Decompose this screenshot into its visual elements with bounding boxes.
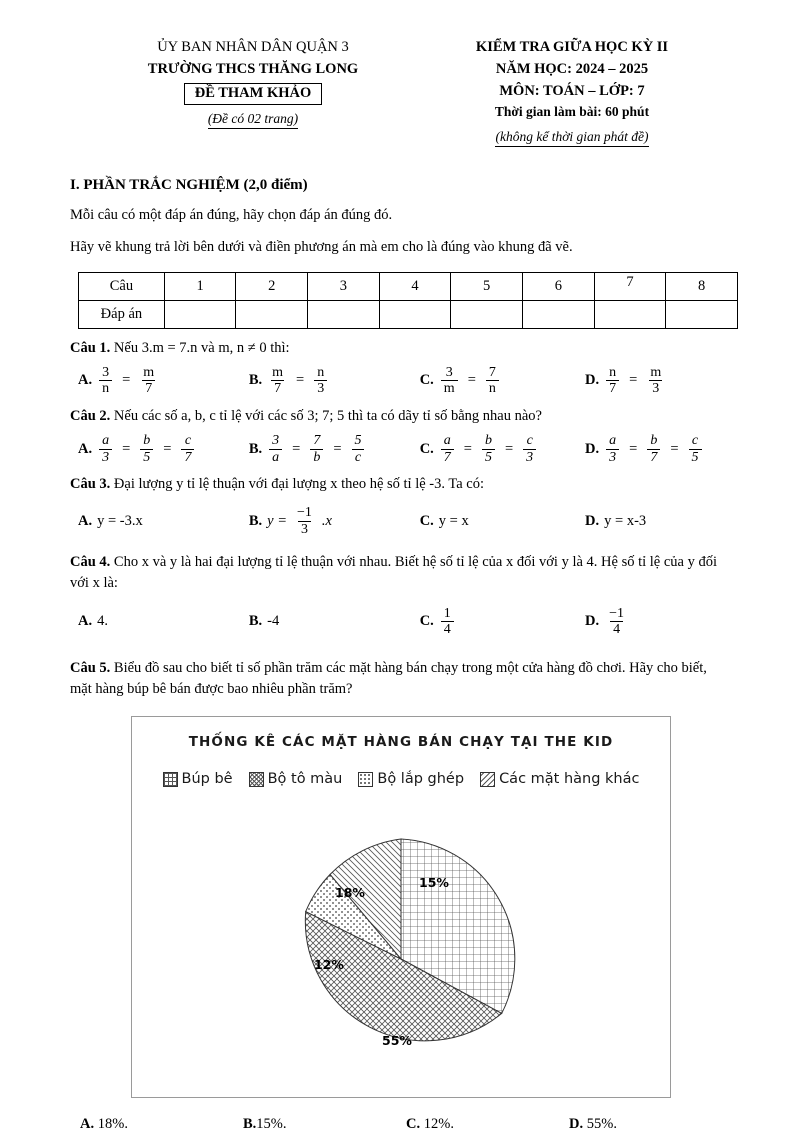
q3-choice-a-text: y = -3.x xyxy=(97,513,143,530)
q5-choice-b-text: 15%. xyxy=(256,1116,287,1133)
answer-grid-row-label: Câu xyxy=(79,272,165,300)
legend-item-0 xyxy=(163,771,233,787)
q5-choice-a-label: A. xyxy=(80,1116,95,1133)
q5-choice-b[interactable] xyxy=(243,1116,406,1133)
q2-choice-a[interactable]: A. $\frac{a}{3}$ = $\frac{b}{5}$ = $\frac{c}{7}$ xyxy=(70,433,249,465)
duration: Thời gian làm bài: 60 phút xyxy=(494,104,650,120)
answer-grid-row-label-2: Đáp án xyxy=(79,300,165,328)
q4-choice-b-text: -4 xyxy=(267,613,280,630)
q4-choice-d[interactable]: D. $\frac{-1}{4}$ xyxy=(585,605,625,638)
header-left-block xyxy=(70,36,408,129)
q2-choice-d-label: D. xyxy=(585,440,600,457)
pie-label-0: 15% xyxy=(419,875,449,891)
question-3-text: Đại lượng y tỉ lệ thuận với đại lượng x theo hệ số tỉ lệ -3. Ta có: xyxy=(113,476,484,493)
q5-choice-d-label: D. xyxy=(569,1116,584,1133)
legend-label-3: Các mặt hàng khác xyxy=(499,771,640,788)
question-4-number: Câu 4. xyxy=(70,553,111,570)
q2-choice-c[interactable]: C. $\frac{a}{7}$ = $\frac{b}{5}$ = $\frac{c}{3}$ xyxy=(420,433,585,465)
document-header xyxy=(70,36,732,147)
question-4-choices xyxy=(70,606,732,638)
answer-grid-col-2: 2 xyxy=(236,272,308,300)
q3-choice-b[interactable]: B. y = $\frac{-1}{3}$ .x xyxy=(248,505,332,538)
q1-choice-a-frac1: $\frac{3}{n}$ xyxy=(99,365,112,397)
q1-choice-b[interactable]: B. $\frac{m}{7}$ = $\frac{n}{3}$ xyxy=(249,365,420,397)
section-title: I. PHẦN TRẮC NGHIỆM (2,0 điểm) xyxy=(70,176,308,193)
question-1-choices xyxy=(70,365,732,397)
school-name: TRƯỜNG THCS THĂNG LONG xyxy=(147,61,359,78)
question-2-choices xyxy=(70,433,732,465)
q5-choice-c-text: 12%. xyxy=(423,1116,454,1133)
q1-choice-d-label: D. xyxy=(585,372,600,389)
question-1-text: Nếu 3.m = 7.n và m, n ≠ 0 thì: xyxy=(113,339,290,356)
question-1 xyxy=(70,338,732,359)
pie-chart xyxy=(131,716,671,1098)
question-3 xyxy=(70,474,732,495)
chart-title: THỐNG KÊ CÁC MẶT HÀNG BÁN CHẠY TẠI THE KID xyxy=(188,734,614,751)
q5-choice-d[interactable] xyxy=(569,1116,732,1133)
q5-choice-c-label: C. xyxy=(406,1116,421,1133)
answer-grid-col-6: 6 xyxy=(523,272,595,300)
answer-grid-col-5: 5 xyxy=(451,272,523,300)
pie-label-1: 55% xyxy=(382,1033,412,1049)
legend-swatch-icon-3 xyxy=(480,772,495,787)
question-1-number: Câu 1. xyxy=(70,339,111,356)
q3-choice-d[interactable] xyxy=(585,513,732,530)
q3-choice-d-label: D. xyxy=(585,513,600,530)
exam-type-box-wrap xyxy=(98,80,408,105)
answer-grid-col-7: 7 xyxy=(594,272,666,300)
q4-choice-b[interactable] xyxy=(249,613,420,630)
q1-choice-d[interactable]: D. $\frac{n}{7}$ = $\frac{m}{3}$ xyxy=(585,364,662,397)
question-2-text: Nếu các số a, b, c tỉ lệ với các số 3; 7; 5 thì ta có dãy tỉ số bằng nhau nào? xyxy=(113,408,542,424)
answer-cell-2[interactable] xyxy=(236,300,308,328)
legend-swatch-icon-0 xyxy=(163,772,178,787)
question-5 xyxy=(70,658,732,700)
answer-cell-4[interactable] xyxy=(379,300,451,328)
header-right-block xyxy=(412,36,732,147)
q3-choice-c-label: C. xyxy=(419,513,434,530)
q1-choice-c[interactable]: C. $\frac{3}{m}$ = $\frac{7}{n}$ xyxy=(420,365,585,397)
q1-choice-a-label: A. xyxy=(78,372,93,389)
question-5-text: Biểu đồ sau cho biết tỉ số phần trăm các mặt hàng bán chạy trong một cửa hàng đồ chơi. Hãy cho biết, mặt hàng búp bê bán được bao nhiêu phần trăm? xyxy=(70,660,707,698)
answer-grid-col-1: 1 xyxy=(164,272,236,300)
q2-choice-a-label: A. xyxy=(78,440,93,457)
question-3-choices xyxy=(70,505,732,537)
question-5-choices xyxy=(70,1116,732,1133)
answer-grid-answer-row xyxy=(79,300,738,328)
pie-label-3: 18% xyxy=(335,885,365,901)
legend-swatch-icon-1 xyxy=(249,772,264,787)
q4-choice-c-label: C. xyxy=(419,613,434,630)
answer-cell-6[interactable] xyxy=(523,300,595,328)
q5-choice-a[interactable] xyxy=(70,1116,243,1133)
duration-note: (không kể thời gian phát đề) xyxy=(412,129,732,147)
answer-cell-1[interactable] xyxy=(164,300,236,328)
legend-label-1: Bộ tô màu xyxy=(267,771,343,788)
q1-choice-b-label: B. xyxy=(248,372,263,389)
pie-label-2: 12% xyxy=(314,957,344,973)
q4-choice-d-label: D. xyxy=(585,613,600,630)
q3-choice-b-label: B. xyxy=(248,513,263,530)
answer-cell-5[interactable] xyxy=(451,300,523,328)
q3-choice-a-label: A. xyxy=(78,513,93,530)
answer-cell-7[interactable] xyxy=(594,300,666,328)
q4-choice-b-label: B. xyxy=(248,613,263,630)
question-2 xyxy=(70,406,732,427)
legend-item-1 xyxy=(249,771,343,787)
answer-grid-col-4: 4 xyxy=(379,272,451,300)
chart-legend xyxy=(132,771,670,787)
q1-choice-c-label: C. xyxy=(419,372,434,389)
answer-grid-col-8: 8 xyxy=(666,272,738,300)
q4-choice-a[interactable] xyxy=(70,613,249,630)
q5-choice-a-text: 18%. xyxy=(97,1116,128,1133)
answer-cell-8[interactable] xyxy=(666,300,738,328)
q5-choice-b-label: B. xyxy=(243,1116,257,1133)
issuing-authority: ỦY BAN NHÂN DÂN QUẬN 3 xyxy=(157,39,349,55)
section-intro-2: Hãy vẽ khung trả lời bên dưới và điền phương án mà em cho là đúng vào khung đã vẽ. xyxy=(70,238,573,255)
question-3-number: Câu 3. xyxy=(70,476,111,493)
answer-grid-col-3: 3 xyxy=(308,272,380,300)
q4-choice-a-label: A. xyxy=(78,613,93,630)
exam-type-box: ĐỀ THAM KHẢO xyxy=(184,83,323,105)
q2-choice-c-label: C. xyxy=(419,440,434,457)
legend-label-2: Bộ lắp ghép xyxy=(377,771,465,788)
pie-wrap xyxy=(277,835,525,1083)
question-4-text: Cho x và y là hai đại lượng tỉ lệ thuận với nhau. Biết hệ số tỉ lệ của x đối với y là 4. Hệ số tỉ lệ của y đối với x là: xyxy=(70,553,718,591)
q4-choice-a-text: 4. xyxy=(97,613,108,630)
answer-grid xyxy=(78,272,738,329)
q3-choice-d-text: y = x-3 xyxy=(604,513,647,530)
question-5-number: Câu 5. xyxy=(70,660,111,677)
q2-choice-d[interactable]: D. $\frac{a}{3}$ = $\frac{b}{7}$ = $\frac{c}{5}$ xyxy=(585,433,732,465)
exam-title: KIỂM TRA GIỮA HỌC KỲ II xyxy=(475,39,669,55)
answer-cell-3[interactable] xyxy=(308,300,380,328)
section-intro-1: Mỗi câu có một đáp án đúng, hãy chọn đáp án đúng đó. xyxy=(70,206,393,223)
question-4 xyxy=(70,552,732,594)
subject-grade: MÔN: TOÁN – LỚP: 7 xyxy=(499,83,645,100)
legend-label-0: Búp bê xyxy=(181,771,233,788)
answer-grid-header-row xyxy=(79,272,738,300)
q5-choice-d-text: 55%. xyxy=(586,1116,617,1133)
q2-choice-b-label: B. xyxy=(248,440,263,457)
q3-choice-c-text: y = x xyxy=(438,513,469,530)
school-year: NĂM HỌC: 2024 – 2025 xyxy=(495,61,649,78)
q1-choice-a-frac2: $\frac{m}{7}$ xyxy=(143,364,155,397)
q3-choice-c[interactable] xyxy=(420,513,585,530)
legend-item-2 xyxy=(358,771,464,787)
q5-choice-c[interactable] xyxy=(406,1116,569,1133)
q4-choice-c[interactable]: C. $\frac{1}{4}$ xyxy=(420,606,585,638)
page-count-note: (Đề có 02 trang) xyxy=(98,111,408,129)
legend-swatch-icon-2 xyxy=(358,772,373,787)
q3-choice-a[interactable] xyxy=(70,513,249,530)
question-2-number: Câu 2. xyxy=(70,408,111,424)
q1-choice-a[interactable]: A. $\frac{3}{n}$ = $\frac{m}{7}$ xyxy=(70,365,249,397)
legend-item-3 xyxy=(480,771,639,787)
q2-choice-b[interactable]: B. $\frac{3}{a}$ = $\frac{7}{b}$ = $\frac{5}{c}$ xyxy=(249,433,420,465)
